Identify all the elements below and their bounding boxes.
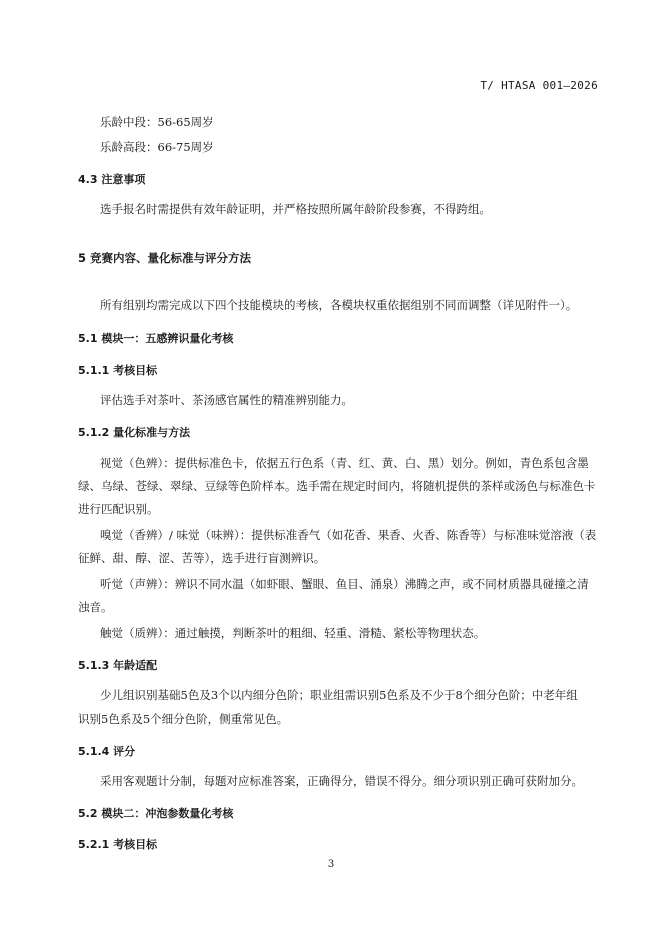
section-5-1-1-heading: 5.1.1 考核目标: [78, 364, 158, 377]
age-group-mid: 乐龄中段：56-65周岁: [100, 115, 214, 129]
age-group-high: 乐龄高段：66-75周岁: [100, 140, 214, 154]
section-5-1-heading: 5.1 模块一：五感辨识量化考核: [78, 332, 234, 345]
section-4-3-heading: 4.3 注意事项: [78, 173, 146, 186]
section-5-1-4-heading: 5.1.4 评分: [78, 745, 136, 758]
paragraph-hearing-line-2: 浊音。: [78, 600, 113, 614]
paragraph-5-1-4: 采用客观题计分制，每题对应标准答案，正确得分，错误不得分。细分项识别正确可获附加分。: [100, 774, 583, 788]
paragraph-visual-line-2: 绿、乌绿、苍绿、翠绿、豆绿等色阶样本。选手需在规定时间内，将随机提供的茶样或汤色与标准色卡: [78, 479, 596, 493]
paragraph-touch: 触觉（质辨）：通过触摸，判断茶叶的粗细、轻重、滑糙、紧松等物理状态。: [100, 626, 486, 640]
section-5-1-2-heading: 5.1.2 量化标准与方法: [78, 426, 191, 439]
paragraph-smell-taste-line-2: 征鲜、甜、醇、涩、苦等），选手进行盲测辨识。: [78, 551, 326, 565]
section-5-1-3-heading: 5.1.3 年龄适配: [78, 659, 158, 672]
section-5-2-heading: 5.2 模块二：冲泡参数量化考核: [78, 807, 234, 820]
page-number: 3: [327, 859, 335, 870]
standard-code-header: T/ HTASA 001—2026: [480, 79, 598, 92]
paragraph-5-1-3-line-1: 少儿组识别基础5色及3个以内细分色阶；职业组需识别5色系及不少于8个细分色阶；中老年组: [100, 688, 578, 702]
paragraph-visual-line-1: 视觉（色辨）：提供标准色卡，依据五行色系（青、红、黄、白、黑）划分。例如，青色系包含墨: [100, 456, 589, 470]
paragraph-4-3: 选手报名时需提供有效年龄证明，并严格按照所属年龄阶段参赛，不得跨组。: [100, 202, 491, 216]
section-5-heading: 5 竞赛内容、量化标准与评分方法: [78, 251, 252, 265]
section-5-2-1-heading: 5.2.1 考核目标: [78, 838, 158, 851]
paragraph-5-intro: 所有组别均需完成以下四个技能模块的考核，各模块权重依据组别不同而调整（详见附件一）。: [100, 298, 578, 312]
paragraph-visual-line-3: 进行匹配识别。: [78, 502, 159, 516]
paragraph-smell-taste-line-1: 嗅觉（香辨）/ 味觉（味辨）：提供标准香气（如花香、果香、火香、陈香等）与标准味觉溶液（表: [100, 528, 597, 542]
paragraph-5-1-1: 评估选手对茶叶、茶汤感官属性的精准辨别能力。: [100, 393, 353, 407]
paragraph-hearing-line-1: 听觉（声辨）：辨识不同水温（如虾眼、蟹眼、鱼目、涌泉）沸腾之声，或不同材质器具碰撞之清: [100, 577, 589, 591]
paragraph-5-1-3-line-2: 识别5色系及5个细分色阶，侧重常见色。: [78, 712, 289, 726]
